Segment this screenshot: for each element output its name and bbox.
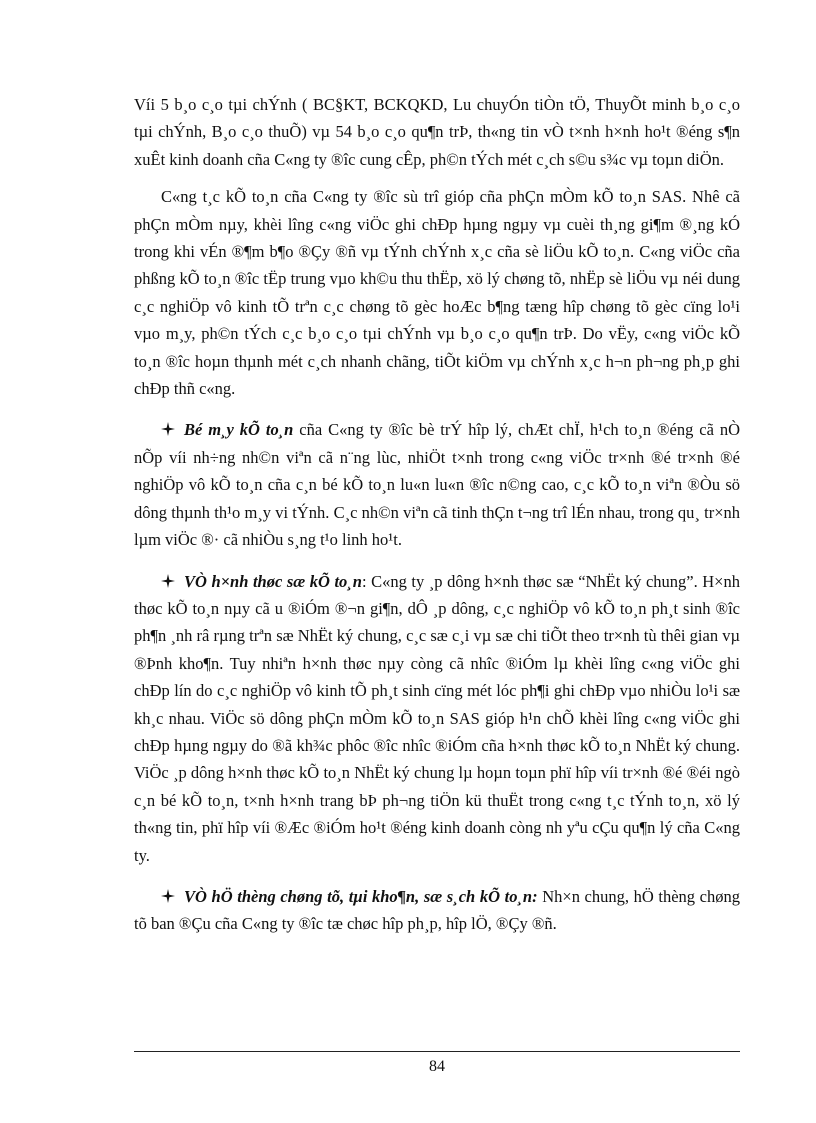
bullet-apparatus — [134, 416, 740, 553]
page-content — [134, 91, 740, 938]
star-bullet-icon — [161, 574, 175, 588]
bullet-heading: VÒ hÖ thèng chøng tõ, tµi kho¶n, sæ s¸ch kÕ to¸n: — [184, 886, 538, 906]
bullet-body: cña C«ng ty ®îc bè trÝ hîp lý, chÆt chÏ, h¹ch to¸n ®éng cã nÒ nÕp víi nh÷ng nh©n viªn cã n¨ng lùc, nhiÖt t×nh trong c«ng viÖc tr×nh ®é tr×nh ®é nghiÖp vô kÕ to¸n cña c¸n bé kÕ to¸n lu«n lu«n ®îc n©ng cao, c¸c kÕ to¸n viªn ®Òu sö dông thµnh th¹o m¸y vi tÝnh. C¸c nh©n viªn cã tinh thÇn t¬ng trî lÉn nhau, trong qu¸ tr×nh lµm viÖc ®· cã nhiÒu s¸ng t¹o linh ho¹t. — [134, 420, 741, 550]
page-number: 84 — [429, 1058, 445, 1075]
star-bullet-icon — [161, 889, 175, 903]
bullet-bookkeeping-form — [134, 568, 740, 869]
bullet-body: : C«ng ty ¸p dông h×nh thøc sæ “NhËt ký chung”. H×nh thøc kÕ to¸n nµy cã u ®iÓm ®¬n gi¶n, dÔ ¸p dông, c¸c nghiÖp vô kÕ to¸n ph¸t sinh ®îc ph¶n ¸nh râ rµng trªn sæ NhËt ký chung, c¸c sæ c¸i vµ sæ chi tiÕt theo tr×nh tù thêi gian vµ ®Þnh kho¶n. Tuy nhiªn h×nh thøc nµy còng cã nhîc ®iÓm lµ khèi lîng c«ng viÖc ghi chÐp lín do c¸c nghiÖp vô kinh tÕ ph¸t sinh cïng mét lóc ph¶i ghi chÐp vµo nhiÒu lo¹i sæ kh¸c nhau. ViÖc sö dông phÇn mÒm kÕ to¸n SAS gióp h¹n chÕ khèi lîng c«ng viÖc ghi chÐp hµng ngµy do ®ã kh¾c phôc ®îc nhîc ®iÓm cña h×nh thøc kÕ to¸n NhËt ký chung. ViÖc ¸p dông h×nh thøc kÕ to¸n NhËt ký chung lµ hoµn toµn phï hîp víi tr×nh ®é ®éi ngò c¸n bé kÕ to¸n, t×nh h×nh trang bÞ ph¬ng tiÖn kü thuËt trong c«ng t¸c tÝnh to¸n, xö lý th«ng tin, phï hîp víi ®Æc ®iÓm ho¹t ®éng kinh doanh còng nh yªu cÇu qu¶n lý cña C«ng ty. — [134, 571, 740, 865]
bullet-heading: Bé m¸y kÕ to¸n — [184, 420, 294, 440]
paragraph-software: C«ng t¸c kÕ to¸n cña C«ng ty ®îc sù trî gióp cña phÇn mÒm kÕ to¸n SAS. Nhê cã phÇn mÒm nµy, khèi lîng c«ng viÖc ghi chÐp hµng ngµy vµ cuèi th¸ng gi¶m ®¸ng kÓ trong khi vÉn ®¶m b¶o ®Çy ®ñ vµ tÝnh chÝnh x¸c cña sè liÖu kÕ to¸n. C«ng viÖc cña phßng kÕ to¸n ®îc tËp trung vµo kh©u thu thËp, xö lý chøng tõ, nhËp sè liÖu vµ néi dung c¸c nghiÖp vô kinh tÕ trªn c¸c chøng tõ gèc hoÆc b¶ng tæng hîp chøng tõ gèc cïng lo¹i vµo m¸y, ph©n tÝch c¸c b¸o c¸o tµi chÝnh vµ b¸o c¸o qu¶n trÞ. Do vËy, c«ng viÖc kÕ to¸n ®îc hoµn thµnh mét c¸ch nhanh chãng, tiÕt kiÖm vµ chÝnh x¸c h¬n ph¬ng ph¸p ghi chÐp thñ c«ng. — [134, 187, 740, 399]
footer-divider — [134, 1051, 740, 1052]
bullet-documents-system — [134, 883, 740, 938]
star-bullet-icon — [161, 422, 175, 436]
bullet-heading: VÒ h×nh thøc sæ kÕ to¸n — [184, 571, 362, 591]
bullet-body: Nh×n chung, hÖ thèng chøng tõ ban ®Çu cña C«ng ty ®îc tæ chøc hîp ph¸p, hîp lÖ, ®Çy ®ñ. — [134, 886, 740, 934]
paragraph-intro: Víi 5 b¸o c¸o tµi chÝnh ( BC§KT, BCKQKD, Lu chuyÓn tiÒn tÖ, ThuyÕt minh b¸o c¸o tµi chÝnh, B¸o c¸o thuÕ) vµ 54 b¸o c¸o qu¶n trÞ, th«ng tin vÒ t×nh h×nh ho¹t ®éng s¶n xuÊt kinh doanh cña C«ng ty ®îc cung cÊp, ph©n tÝch mét c¸ch s©u s¾c vµ toµn diÖn. — [134, 95, 740, 169]
